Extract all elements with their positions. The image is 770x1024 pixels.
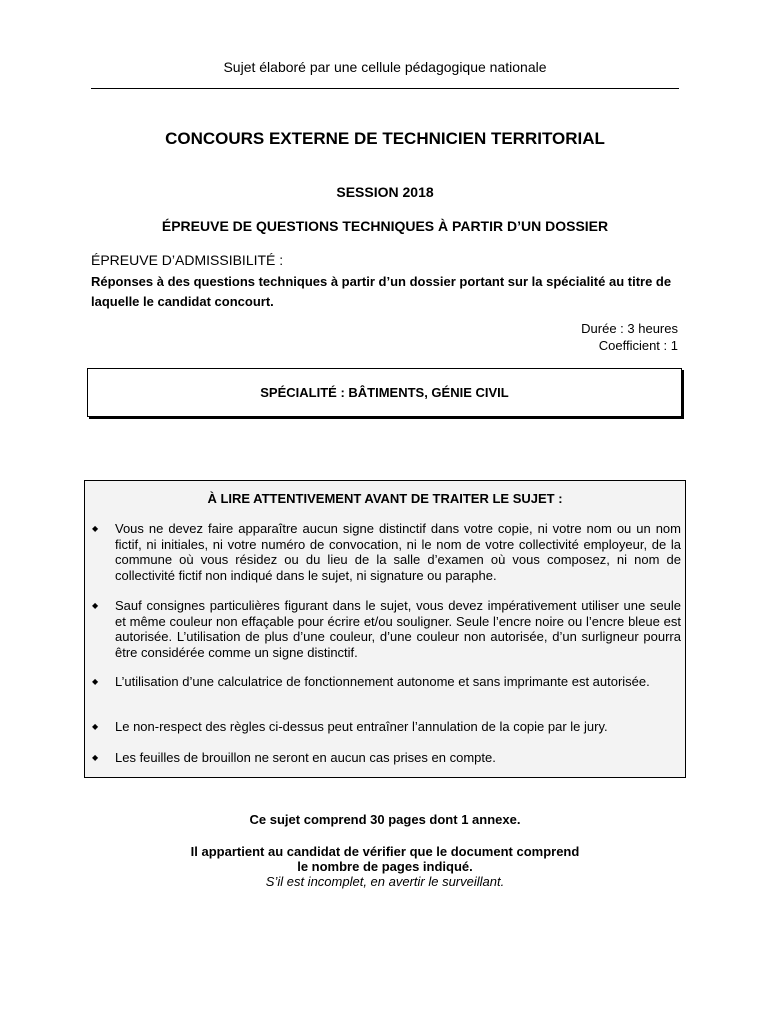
duration-text: Durée : 3 heures: [581, 321, 678, 336]
instructions-title: À LIRE ATTENTIVEMENT AVANT DE TRAITER LE SUJET :: [207, 491, 563, 506]
instruction-text: Le non-respect des règles ci-dessus peut entraîner l’annulation de la copie par le jury.: [115, 719, 608, 734]
speciality-label: SPÉCIALITÉ : BÂTIMENTS, GÉNIE CIVIL: [260, 385, 509, 400]
coefficient-text: Coefficient : 1: [598, 338, 678, 353]
instruction-item: [92, 598, 681, 660]
session-label: SESSION 2018: [336, 184, 434, 200]
bullet-diamond-icon: ◆: [92, 601, 99, 610]
verify-line-1: Il appartient au candidat de vérifier que le document comprend: [190, 844, 580, 859]
instruction-item: [92, 750, 681, 766]
instruction-text: L’utilisation d’une calculatrice de fonctionnement autonome et sans imprimante est autorisée.: [115, 674, 650, 689]
header-divider: [91, 88, 679, 89]
instruction-text: Vous ne devez faire apparaître aucun signe distinctif dans votre copie, ni votre nom ou un nom fictif, ni initiales, ni votre numéro de convocation, ni le nom de votre collectivité employeur, de la commune où vous résidez ou du lieu de la salle d’examen où vous composez, ni nom de collectivité fictif non indiqué dans le sujet, ni signature ou paraphe.: [115, 521, 681, 583]
instruction-item: [92, 719, 681, 735]
admissibility-description: Réponses à des questions techniques à partir d’un dossier portant sur la spécialité au titre de laquelle le candidat concourt.: [91, 274, 672, 309]
instruction-text: Les feuilles de brouillon ne seront en aucun cas prises en compte.: [115, 750, 496, 765]
speciality-box: [87, 368, 682, 417]
instruction-item: [92, 674, 681, 690]
instruction-text: Sauf consignes particulières figurant dans le sujet, vous devez impérativement utiliser une seule et même couleur non effaçable pour écrire et/ou souligner. Seule l’encre noire ou l’encre bleue est autorisée. L’utilisation de plus d’une couleur, d’une couleur non autorisée, d’un surligneur pourra être considérée comme un signe distinctif.: [115, 598, 681, 660]
bullet-diamond-icon: ◆: [92, 722, 99, 731]
bullet-diamond-icon: ◆: [92, 524, 99, 533]
page-title: CONCOURS EXTERNE DE TECHNICIEN TERRITORIAL: [165, 129, 605, 148]
verify-line-2: le nombre de pages indiqué.: [297, 859, 473, 874]
epreuve-title: ÉPREUVE DE QUESTIONS TECHNIQUES À PARTIR D’UN DOSSIER: [161, 218, 609, 234]
instructions-box: [84, 480, 686, 778]
bullet-diamond-icon: ◆: [92, 753, 99, 762]
duration-block: [581, 320, 678, 354]
verify-note: [0, 844, 770, 889]
admissibility-label: ÉPREUVE D’ADMISSIBILITÉ :: [91, 252, 284, 268]
instruction-item: [92, 521, 681, 583]
bullet-diamond-icon: ◆: [92, 677, 99, 686]
incomplete-note: S’il est incomplet, en avertir le surveillant.: [265, 874, 505, 889]
header-note: Sujet élaboré par une cellule pédagogique nationale: [223, 59, 547, 75]
pages-count-note: Ce sujet comprend 30 pages dont 1 annexe.: [249, 812, 521, 827]
